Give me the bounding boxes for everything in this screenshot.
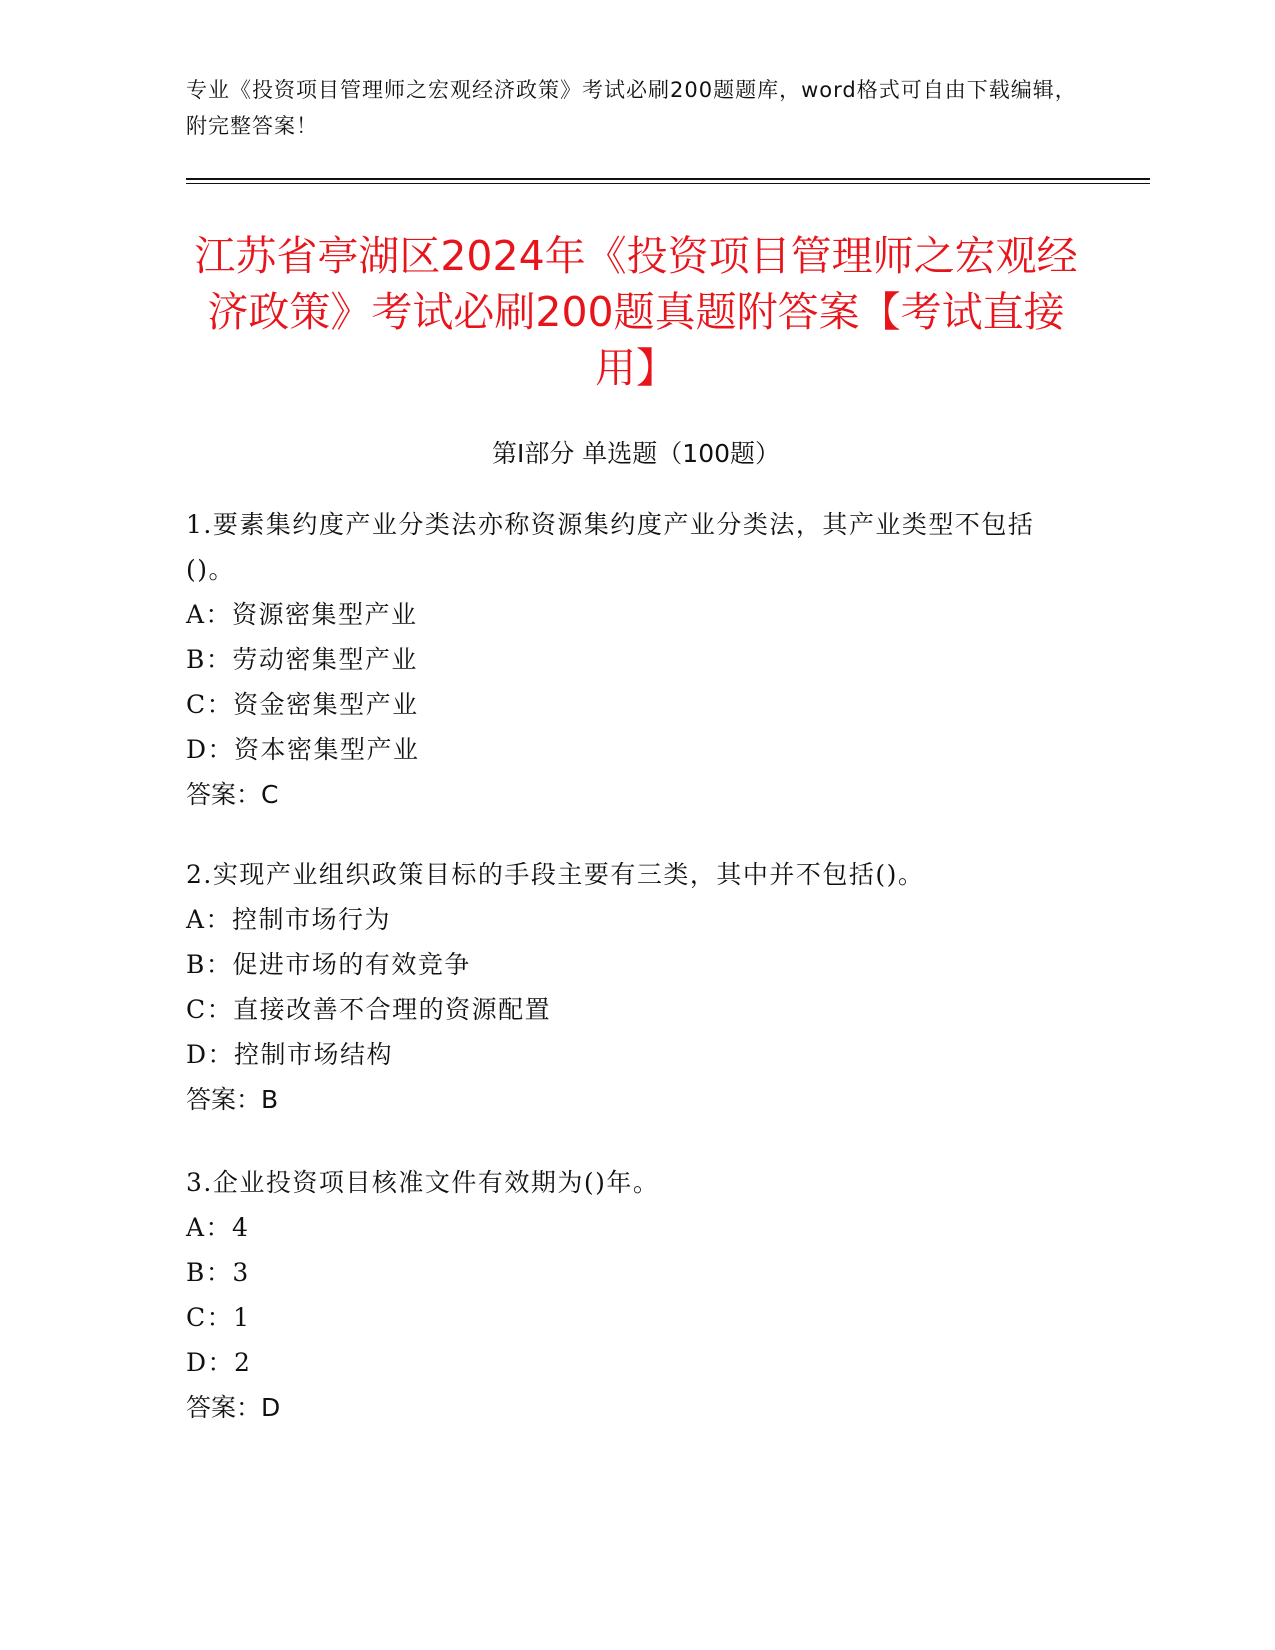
option-a: A：资源密集型产业: [186, 600, 418, 629]
question-3: [186, 1160, 1066, 1430]
answer: 答案：C: [186, 780, 279, 809]
question-stem: 2.实现产业组织政策目标的手段主要有三类，其中并不包括()。: [186, 860, 925, 889]
option-c: C：1: [186, 1303, 251, 1332]
option-a: A：控制市场行为: [186, 905, 392, 934]
section-heading: 第Ⅰ部分 单选题（100题）: [491, 439, 781, 468]
header-note: 专业《投资项目管理师之宏观经济政策》考试必刷200题题库，word格式可自由下载编辑，附完整答案！: [186, 78, 1077, 138]
document-title: 江苏省亭湖区2024年《投资项目管理师之宏观经济政策》考试必刷200题真题附答案【考试直接用】: [194, 232, 1078, 392]
option-b: B：劳动密集型产业: [186, 645, 418, 674]
option-c: C：资金密集型产业: [186, 690, 419, 719]
header-rule-thin: [186, 183, 1150, 184]
option-d: D：资本密集型产业: [186, 735, 420, 764]
question-stem: 3.企业投资项目核准文件有效期为()年。: [186, 1168, 660, 1197]
option-a: A：4: [186, 1213, 250, 1242]
header-rule-thick: [186, 178, 1150, 180]
option-b: B：3: [186, 1258, 250, 1287]
option-c: C：直接改善不合理的资源配置: [186, 995, 552, 1024]
question-1: [186, 502, 1066, 817]
option-d: D：2: [186, 1348, 252, 1377]
question-2: [186, 852, 1066, 1122]
answer: 答案：B: [186, 1085, 279, 1114]
option-d: D：控制市场结构: [186, 1040, 394, 1069]
question-stem: 1.要素集约度产业分类法亦称资源集约度产业分类法，其产业类型不包括()。: [186, 510, 1035, 584]
answer: 答案：D: [186, 1393, 281, 1422]
option-b: B：促进市场的有效竞争: [186, 950, 471, 979]
